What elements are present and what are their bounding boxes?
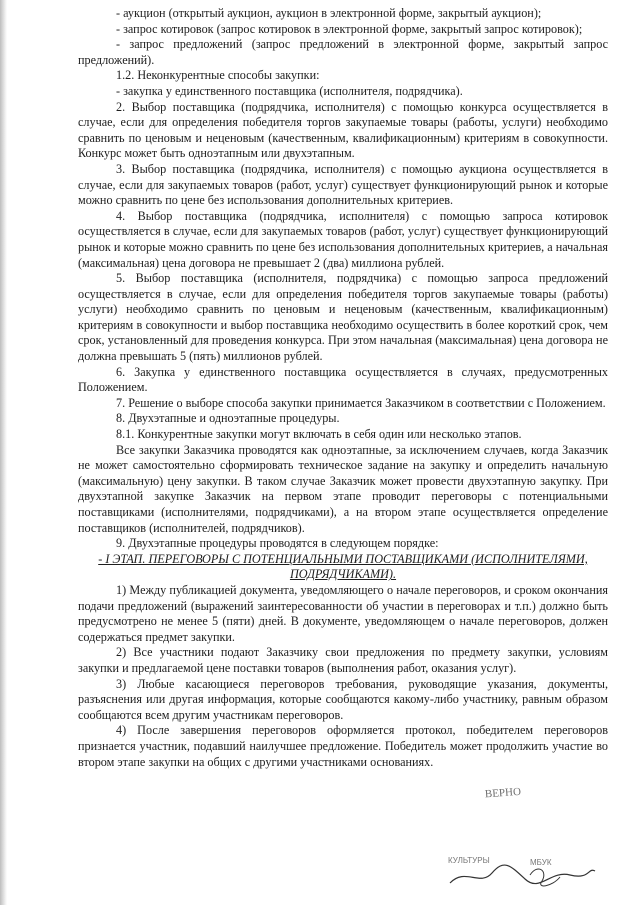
stage-1-item-2: 2) Все участники подают Заказчику свои предложения по предмету закупки, условиям закупки и предлагаемой цене поставки товаров (выполнения работ, оказания услуг).	[78, 645, 608, 675]
paragraph-6: 6. Закупка у единственного поставщика осуществляется в случаях, предусмотренных Положением.	[78, 364, 608, 395]
stamp-text-2: КУЛЬТУРЫ	[448, 856, 490, 865]
stage-1-heading: - I ЭТАП. ПЕРЕГОВОРЫ С ПОТЕНЦИАЛЬНЫМИ ПОСТАВЩИКАМИ (ИСПОЛНИТЕЛЯМИ, ПОДРЯДЧИКАМИ).	[98, 551, 588, 582]
paragraph-8-1: 8.1. Конкурентные закупки могут включать в себя один или несколько этапов.	[116, 427, 522, 442]
stamp-text-1: ВЕРНО	[484, 785, 522, 801]
paragraph-two-stage: Все закупки Заказчика проводятся как одноэтапные, за исключением случаев, когда Заказчик не может самостоятельно сформировать техническое задание на закупку и определить начальную (максимальную) цену закупки. В таком случае Заказчик может провести двухэтапную закупку. При двухэтапной закупке Заказчик на первом этапе проводит переговоры с потенциальными поставщиками (исполнителями, подрядчиками), а на втором этапе осуществляется определение поставщиков (исполнителей, подрядчиков).	[78, 442, 608, 535]
stage-1-item-1: 1) Между публикацией документа, уведомляющего о начале переговоров, и сроком окончания подачи предложений (выражений заинтересованности об участии в переговорах и т.п.) должно быть предусмотрено не менее 5 (пяти) дней. В документе, уведомляющем о начале переговоров, должен содержаться предмет закупки.	[78, 582, 608, 644]
stage-1-item-3: 3) Любые касающиеся переговоров требования, руководящие указания, документы, разъяснения или другая информация, которые сообщаются какому-либо участнику, равным образом сообщаются всем другим участникам переговоров.	[78, 676, 608, 722]
list-item-single-supplier: - закупка у единственного поставщика (исполнителя, подрядчика).	[116, 83, 463, 98]
signature-stroke	[450, 865, 595, 884]
paragraph-2: 2. Выбор поставщика (подрядчика, исполнителя) с помощью конкурса осуществляется в случае, если для определения победителя торгов закупаемые товары (работы, услуги) необходимо сравнить по ценовым и неценовым (качественным, квалификационным) критериям в совокупности. Конкурс может быть одноэтапным или двухэтапным.	[78, 99, 608, 161]
paragraph-4: 4. Выбор поставщика (подрядчика, исполнителя) с помощью запроса котировок осуществляется в случае, если для закупаемых товаров (работ, услуг) существует функционирующий рынок и которые можно сравнить по цене без использования дополнительных критериев, а начальная (максимальная) цена договора не превышает 2 (два) миллиона рублей.	[78, 208, 608, 270]
stage-1-item-4: 4) После завершения переговоров оформляется протокол, победителем переговоров признается участник, подавший наилучшее предложение. Победитель может продолжить участие во втором этапе закупки на общих с другими участниками основаниях.	[78, 723, 608, 769]
list-item-quotation: - запрос котировок (запрос котировок в электронной форме, закрытый запрос котировок);	[116, 21, 583, 36]
scan-edge-shadow	[0, 0, 7, 905]
paragraph-7: 7. Решение о выборе способа закупки принимается Заказчиком в соответствии с Положением.	[116, 395, 606, 410]
paragraph-8: 8. Двухэтапные и одноэтапные процедуры.	[116, 411, 340, 426]
list-item-auction: - аукцион (открытый аукцион, аукцион в электронной форме, закрытый аукцион);	[116, 6, 542, 20]
section-1-2-heading: 1.2. Неконкурентные способы закупки:	[116, 68, 320, 83]
paragraph-3: 3. Выбор поставщика (подрядчика, исполнителя) с помощью аукциона осуществляется в случае, если для закупаемых товаров (работ, услуг) существует функционирующий рынок и которые можно сравнить по цене без использования дополнительных критериев.	[78, 161, 608, 208]
signature-flourish	[530, 869, 560, 886]
list-item-proposals: - запрос предложений (запрос предложений в электронной форме, закрытый запрос предложений).	[78, 37, 608, 67]
certification-stamp	[430, 775, 600, 895]
stamp-text-3: МБУК	[530, 858, 552, 867]
paragraph-5: 5. Выбор поставщика (исполнителя, подрядчика) с помощью запроса предложений осуществляется в случае, если для определения победителя торгов закупаемые товары (работы) услуги) необходимо сравнить по ценовым и неценовым (качественным, квалификационным) критериям в совокупности и выбор поставщика необходимо осуществить в более короткий срок, чем срок, установленный для проведения конкурса. При этом начальная (максимальная) цена договора не должна превышать 5 (пять) миллионов рублей.	[78, 271, 608, 364]
paragraph-9: 9. Двухэтапные процедуры проводятся в следующем порядке:	[116, 536, 439, 551]
